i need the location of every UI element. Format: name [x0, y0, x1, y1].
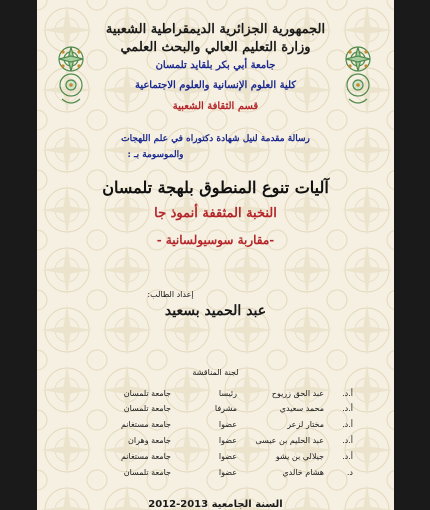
academic-year-value: 2013-2012	[148, 499, 209, 510]
university-line: جامعة أبي بكر بلقايد تلمسان	[155, 60, 276, 71]
ministry-line: وزارة التعليم العالي والبحث العلمي	[120, 40, 311, 55]
member-name: مختار لزعر	[287, 420, 324, 429]
member-role: عضوا	[218, 468, 237, 477]
thesis-subtitle: النخبة المثقفة أنموذ جا	[154, 206, 277, 221]
member-name: هشام خالدي	[282, 468, 324, 477]
member-role: عضوا	[218, 436, 237, 445]
member-role: مشرفا	[214, 404, 237, 413]
student-label: إعداد الطالب:	[147, 290, 194, 299]
member-name: عبد الحليم بن عيسى	[255, 436, 324, 445]
member-title: أ.د.	[342, 420, 353, 429]
thesis-intro-line: رسالة مقدمة لنيل شهادة دكتوراه في علم اللهجات	[121, 134, 310, 144]
member-role: عضوا	[218, 452, 237, 461]
member-title: أ.د.	[342, 436, 353, 445]
member-title: أ.د.	[342, 452, 353, 461]
member-title: أ.د.	[342, 389, 353, 398]
academic-year-label: السنة الجامعية	[211, 499, 283, 510]
committee-row	[37, 420, 394, 434]
thesis-title: آليات تنوع المنطوق بلهجة تلمسان	[102, 178, 329, 197]
member-role: رئيسا	[218, 389, 237, 398]
committee-row	[37, 404, 394, 418]
student-name: عبد الحميد بسعيد	[164, 303, 267, 319]
committee-row	[37, 389, 394, 403]
member-university: جامعة مستغانم	[120, 452, 171, 461]
member-university: جامعة مستغانم	[120, 420, 171, 429]
committee-row	[37, 436, 394, 450]
thesis-approach: -مقاربة سوسيولسانية -	[156, 233, 275, 247]
faculty-line: كلية العلوم الإنسانية والعلوم الاجتماعية	[134, 80, 297, 91]
member-university: جامعة تلمسان	[123, 389, 171, 398]
member-name: محمد سعيدي	[279, 404, 324, 413]
member-role: عضوا	[218, 420, 237, 429]
member-university: جامعة تلمسان	[123, 404, 171, 413]
committee-row	[37, 452, 394, 466]
academic-year	[37, 499, 394, 510]
committee-row	[37, 468, 394, 482]
member-name: عبد الحق زريوح	[271, 389, 324, 398]
thesis-cover-page	[37, 0, 394, 510]
member-name: جيلالي بن يشو	[275, 452, 324, 461]
republic-line: الجمهورية الجزائرية الديمقراطية الشعبية	[105, 22, 326, 37]
member-university: جامعة تلمسان	[123, 468, 171, 477]
department-line: قسم الثقافة الشعبية	[172, 101, 259, 112]
committee-heading: لجنة المناقشة	[192, 368, 239, 377]
member-title: د.	[346, 468, 353, 477]
member-title: أ.د.	[342, 404, 353, 413]
member-university: جامعة وهران	[128, 436, 171, 445]
thesis-intro-line-2: والموسومة بـ :	[127, 150, 184, 160]
